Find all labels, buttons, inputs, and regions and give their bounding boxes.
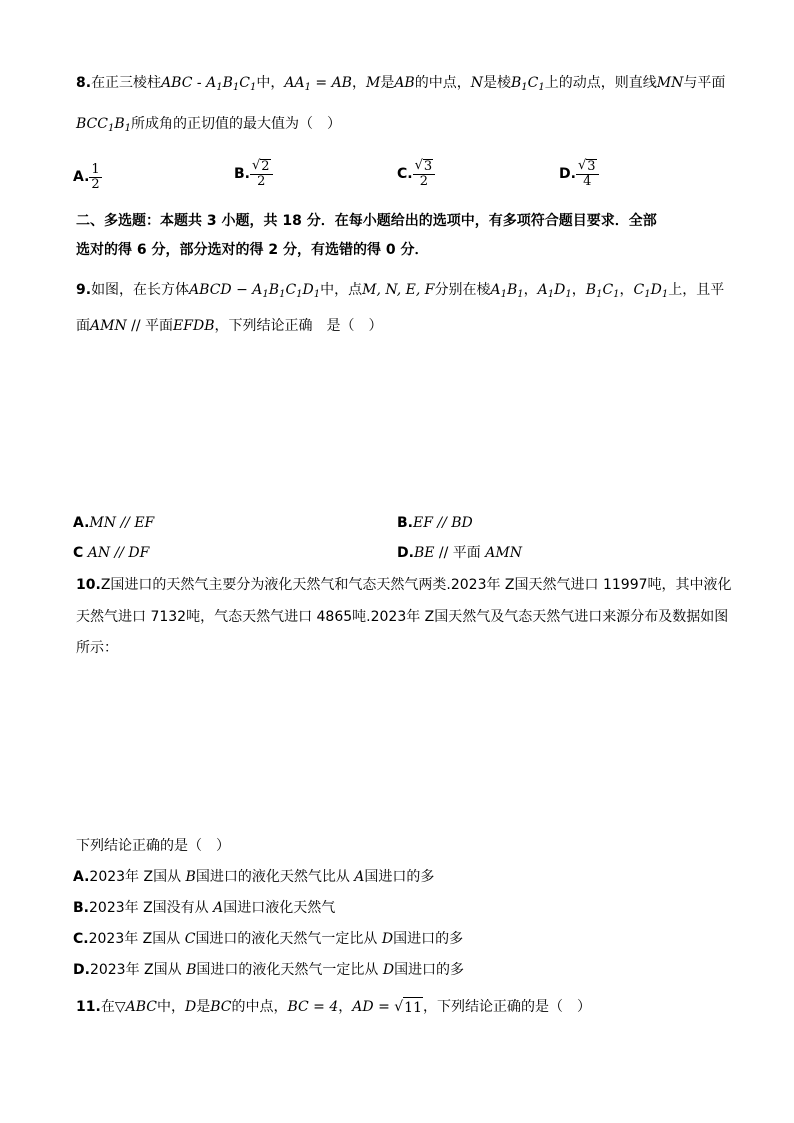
sqrt-11: √ 11 [394,999,422,1016]
box-name: ABCD − $A_1B_1C_1D_1$ [189,282,321,300]
q9-line2: 面AMN // 平面EFDB，下列结论正确 是（ ） [76,318,383,334]
q10-option-b: B.2023年 Z国没有从 A国进口液化天然气 [73,900,336,916]
q8-condition: $AA_1$ = AB [284,75,352,93]
q9-option-b: B.EF // BD [397,515,473,531]
plane-bcc1b1: $BCC_1B_1$ [76,116,132,134]
q11-line1: 11.在▽ABC中，D是BC的中点，BC = 4，AD = √ 11 ，下列结论正确的是（ ） [76,999,591,1016]
q9-option-a: A.MN // EF [73,515,155,531]
q10-stem: 下列结论正确的是（ ） [76,838,230,854]
q8-option-c: C. √ 3 2 [397,159,435,189]
q8-option-b: B. √ 2 2 [234,159,273,189]
fraction: $\frac{1}{2}$ [91,161,100,192]
q9-number: 9. [76,282,92,298]
prism-name: ABC - $A_1B_1C_1$ [161,75,257,93]
q8-line2: $BCC_1B_1$所成角的正切值的最大值为（ ） [76,116,342,134]
triangle-symbol: ▽ [114,999,126,1015]
q10-line3: 所示： [76,640,118,656]
section-heading: 二、多选题：本题共 3 小题，共 18 分．在每小题给出的选项中，有多项符合题目要求．全部 [76,213,657,229]
fraction: √ 3 2 [413,159,436,189]
section-heading-cont: 选对的得 6 分，部分选对的得 2 分，有选错的得 0 分． [76,242,429,258]
fraction: √ 3 4 [576,159,599,189]
q8-number: 8. [76,75,92,91]
q8-option-a: A. $\frac{1}{2}$ [73,161,100,192]
q9-line1: 9.如图，在长方体ABCD − $A_1B_1C_1D_1$中，点M, N, E, F分别在棱$A_1B_1$，$A_1D_1$，$B_1C_1$，$C_1D_1$上，且平 [76,282,725,300]
q10-option-d: D.2023年 Z国从 B国进口的液化天然气一定比从 D国进口的多 [73,962,465,978]
q10-option-c: C.2023年 Z国从 C国进口的液化天然气一定比从 D国进口的多 [73,931,464,947]
q8-option-d: D. √ 3 4 [559,159,599,189]
q10-line2: 天然气进口 7132吨，气态天然气进口 4865吨.2023年 Z国天然气及气态天然气进口来源分布及数据如图 [76,609,729,625]
fraction: √ 2 2 [250,159,273,189]
q8-line1: 8.在正三棱柱ABC - $A_1B_1C_1$中，$AA_1$ = AB，M是AB的中点，N是棱$B_1C_1$上的动点，则直线MN与平面 [76,75,726,93]
q10-option-a: A.2023年 Z国从 B国进口的液化天然气比从 A国进口的多 [73,869,435,885]
q9-option-c: C AN // DF [73,545,150,561]
q10-line1: 10.Z国进口的天然气主要分为液化天然气和气态天然气两类.2023年 Z国天然气进口 11997吨，其中液化 [76,577,732,593]
q11-number: 11. [76,999,101,1015]
q10-number: 10. [76,577,101,593]
q9-option-d: D.BE // 平面 AMN [397,545,522,561]
